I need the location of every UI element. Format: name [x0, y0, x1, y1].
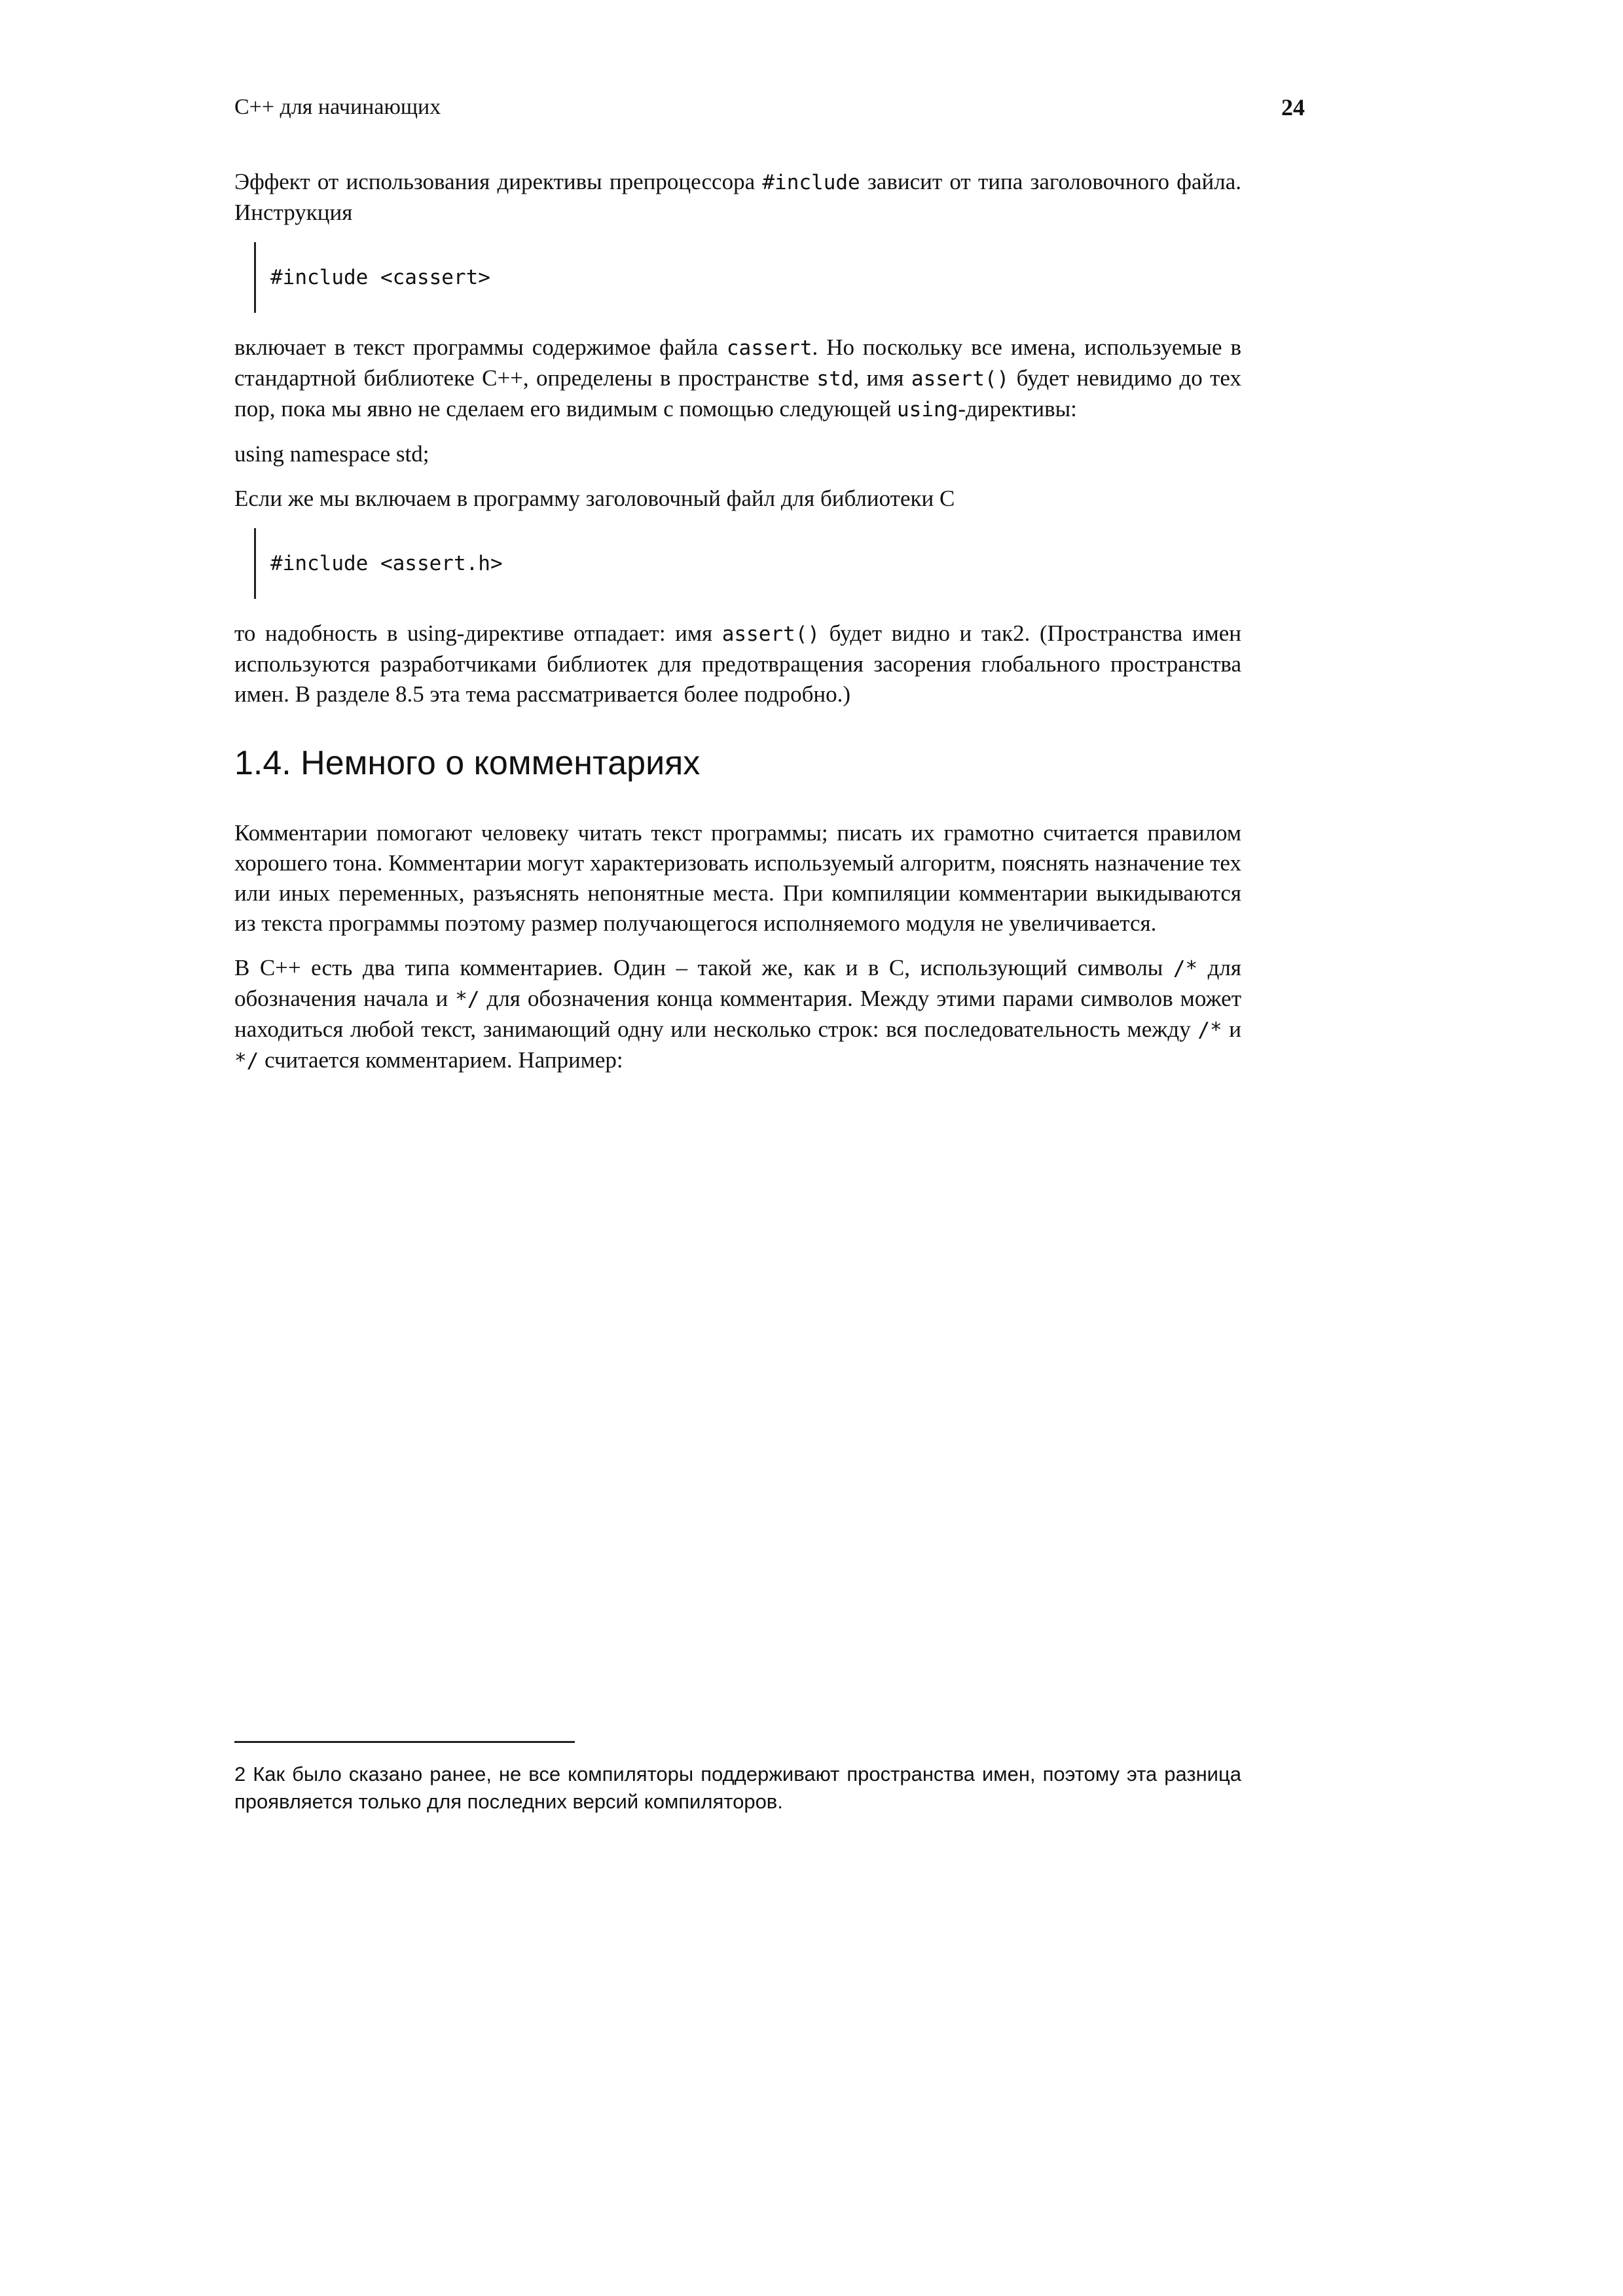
paragraph-namespaces-note: то надобность в using-директиве отпадает: имя assert() будет видно и так2. (Пространства имен используются разработчиками библиотек для предотвращения засорения глобального пространства имен. В разделе 8.5 эта тема рассматривается более подробно.): [234, 620, 1242, 707]
code-block-assert-h: #include <assert.h>: [254, 528, 1241, 599]
paragraph-comment-types: В С++ есть два типа комментариев. Один – такой же, как и в С, использующий символы /* для обозначения начала и */ для обозначения конца комментария. Между этими парами символов может находиться любой текст, занимающий одну или несколько строк: вся последовательность между /* и */ считается комментарием. Например:: [234, 955, 1242, 1073]
footnote-divider: [234, 1741, 575, 1743]
section-heading: 1.4. Немного о комментариях: [234, 744, 701, 782]
page-number: 24: [1281, 94, 1305, 120]
paragraph-include-effect: Эффект от использования директивы препроцессора #include зависит от типа заголовочного файла. Инструкция: [234, 169, 1242, 225]
running-header-title: C++ для начинающих: [234, 95, 441, 119]
page-body: [234, 167, 1241, 1090]
paragraph-c-header: Если же мы включаем в программу заголовочный файл для библиотеки С: [234, 486, 955, 511]
footnote: 2 Как было сказано ранее, не все компиляторы поддерживают пространства имен, поэтому эта разница проявляется только для последних версий компиляторов.: [234, 1763, 1241, 1813]
paragraph-comments-intro: Комментарии помогают человеку читать текст программы; писать их грамотно считается правилом хорошего тона. Комментарии могут характеризовать используемый алгоритм, пояснять назначение тех или иных переменных, разъяснять непонятные места. При компиляции комментарии выкидываются из текста программы поэтому размер получающегося исполняемого модуля не увеличивается.: [234, 820, 1241, 936]
code-block-cassert: #include <cassert>: [254, 242, 1241, 313]
paragraph-using-namespace: using namespace std;: [234, 441, 429, 467]
paragraph-std-namespace: включает в текст программы содержимое файла cassert. Но поскольку все имена, используемые в стандартной библиотеке С++, определены в пространстве std, имя assert() будет невидимо до тех пор, пока мы явно не сделаем его видимым с помощью следующей using-директивы:: [234, 334, 1242, 422]
